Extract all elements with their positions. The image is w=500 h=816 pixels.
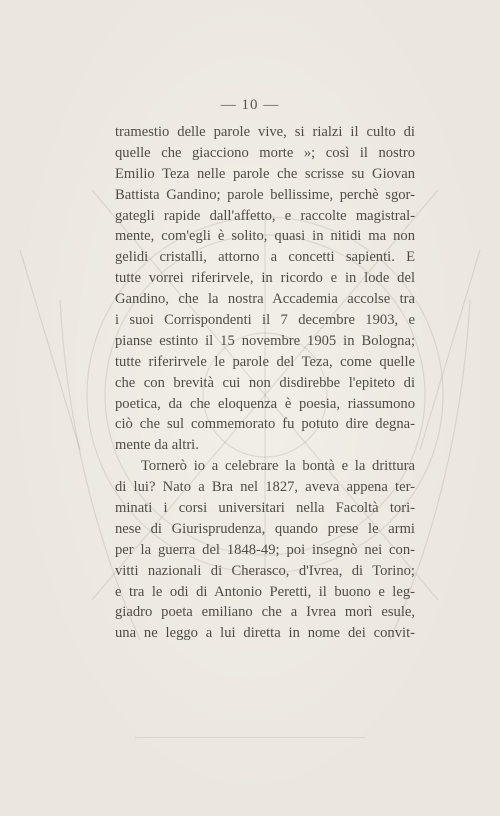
text-line: quelle che giacciono morte »; così il nostro [115, 144, 415, 161]
body-text [115, 122, 415, 644]
text-line: tutte vorrei riferirvele, in ricordo e in lode del [115, 270, 415, 287]
text-line: tramestio delle parole vive, si rialzi il culto di [115, 124, 415, 140]
page-divider [135, 737, 365, 738]
text-line: giadro poeta emiliano che a Ivrea morì esule, [115, 604, 415, 621]
text-line: vitti nazionali di Cherasco, d'Ivrea, di Torino; [115, 562, 415, 579]
page-number: — 10 — [220, 97, 280, 113]
text-line: Tornerò io a celebrare la bontà e la drittura [141, 458, 415, 475]
text-line: Gandino, che la nostra Accademia accolse tra [115, 291, 415, 308]
text-line: tutte riferirvele le parole del Teza, come quelle [115, 353, 415, 370]
text-line: mente, com'egli è solito, quasi in nitidi ma non [115, 228, 415, 245]
text-line: gategli rapide dall'affetto, e raccolte magistral- [115, 207, 415, 224]
text-line: per la guerra del 1848-49; poi insegnò nei con- [115, 541, 415, 558]
text-line: gelidi cristalli, attorno a concetti sapienti. E [115, 249, 415, 266]
text-line: Battista Gandino; parole bellissime, perchè sgor- [115, 186, 415, 203]
text-line: nese di Giurisprudenza, quando prese le armi [115, 520, 415, 537]
text-line: i suoi Corrispondenti il 7 decembre 1903, e [115, 312, 415, 329]
text-line: una ne leggo a lui diretta in nome dei convit- [115, 625, 415, 642]
text-line: mente da altri. [115, 437, 199, 454]
text-line: e tra le odi di Antonio Peretti, il buono e leg- [115, 583, 415, 600]
text-line: Emilio Teza nelle parole che scrisse su Giovan [115, 165, 415, 182]
text-line: che con brevità cui non disdirebbe l'epiteto di [115, 374, 415, 391]
text-line: poetica, da che eloquenza è poesia, riassumono [115, 395, 415, 412]
text-line: ciò che sul commemorato fu potuto dire degna- [115, 416, 415, 433]
text-line: minati i corsi universitari nella Facoltà tori- [115, 500, 415, 517]
text-line: pianse estinto il 15 novembre 1905 in Bologna; [115, 332, 415, 349]
text-line: di lui? Nato a Bra nel 1827, aveva appena ter- [115, 479, 415, 496]
